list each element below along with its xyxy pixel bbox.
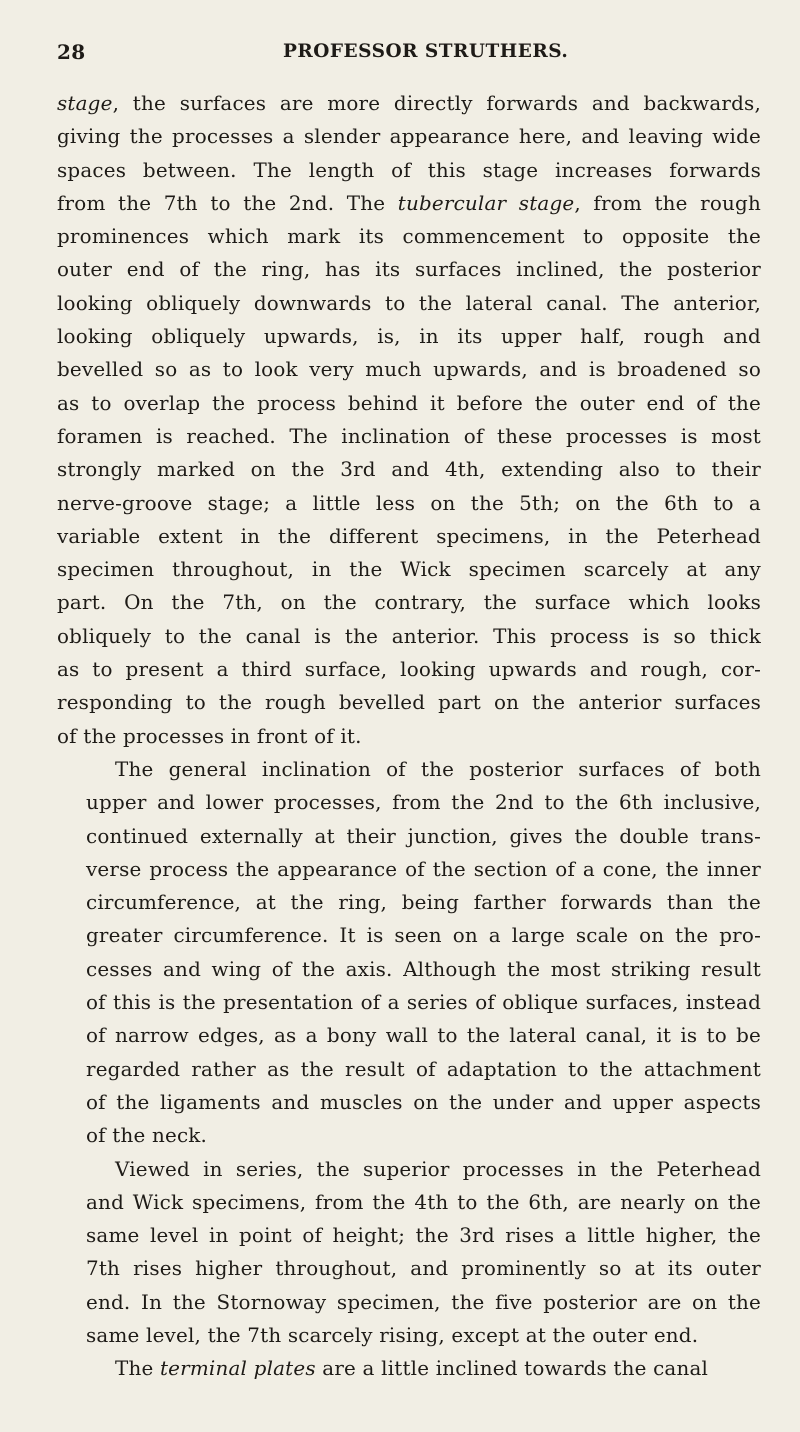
text-run: as to present a third surface, looking upwards and rough, cor-: [57, 658, 761, 682]
text-run: circumference, at the ring, being farther forwards than the: [86, 891, 761, 915]
text-run: same level in point of height; the 3rd rises a little higher, the: [86, 1224, 761, 1248]
text-line: [57, 320, 761, 353]
text-run: specimen throughout, in the Wick specimen scarcely at any: [57, 558, 761, 582]
italic-term: tubercular stage: [397, 191, 575, 215]
text-run: of the neck.: [86, 1124, 208, 1148]
text-line: [57, 1153, 761, 1186]
text-run: same level, the 7th scarcely rising, except at the outer end.: [86, 1323, 699, 1347]
text-run: prominences which mark its commencement to opposite the: [57, 225, 761, 249]
text-line: [57, 919, 761, 952]
text-line: [57, 1286, 761, 1319]
text-run: regarded rather as the result of adaptation to the attachment: [86, 1057, 761, 1081]
italic-term: terminal plates: [159, 1357, 316, 1381]
paragraph: [57, 1352, 761, 1385]
text-run: giving the processes a slender appearance here, and leaving wide: [57, 125, 761, 149]
text-run: looking obliquely downwards to the lateral canal. The anterior,: [57, 291, 761, 315]
text-run: 7th rises higher throughout, and prominently so at its outer: [86, 1257, 761, 1281]
text-line: [57, 1086, 761, 1119]
text-run: , the surfaces are more directly forwards and backwards,: [112, 92, 761, 115]
text-line: [57, 586, 761, 619]
text-line: [57, 87, 761, 120]
text-run: obliquely to the canal is the anterior. This process is so thick: [57, 624, 761, 648]
italic-term: stage: [57, 92, 113, 115]
text-line: [57, 353, 761, 386]
text-line: [57, 453, 761, 486]
text-line: [57, 253, 761, 286]
paragraph: [57, 1153, 761, 1353]
text-line: [57, 487, 761, 520]
text-line: [57, 753, 761, 786]
text-run: spaces between. The length of this stage increases forwards: [57, 158, 761, 182]
text-run: are a little inclined towards the canal: [315, 1357, 709, 1381]
text-line: [57, 886, 761, 919]
text-line: [57, 220, 761, 253]
text-line: [57, 1319, 761, 1352]
paragraph: [57, 87, 761, 753]
text-line: [57, 620, 761, 653]
text-line: [57, 1186, 761, 1219]
text-run: upper and lower processes, from the 2nd to the 6th inclusive,: [86, 791, 761, 815]
text-line: [57, 520, 761, 553]
text-line: [57, 154, 761, 187]
text-run: looking obliquely upwards, is, in its upper half, rough and: [57, 325, 761, 349]
text-line: [57, 1053, 761, 1086]
text-run: as to overlap the process behind it before the outer end of the: [57, 391, 761, 415]
text-line: [57, 1219, 761, 1252]
text-run: of narrow edges, as a bony wall to the lateral canal, it is to be: [86, 1024, 761, 1048]
text-run: cesses and wing of the axis. Although the most striking result: [86, 957, 761, 981]
text-run: responding to the rough bevelled part on the anterior surfaces: [57, 691, 761, 715]
text-line: [57, 986, 761, 1019]
text-run: bevelled so as to look very much upwards, and is broadened so: [57, 358, 761, 382]
text-line: [57, 720, 761, 753]
text-line: [57, 653, 761, 686]
text-line: [57, 1019, 761, 1052]
text-run: end. In the Stornoway specimen, the five posterior are on the: [86, 1290, 761, 1314]
paragraph: [57, 753, 761, 1153]
text-line: [57, 1119, 761, 1152]
text-run: verse process the appearance of the section of a cone, the inner: [86, 857, 761, 881]
text-line: [57, 820, 761, 853]
text-line: [57, 1252, 761, 1285]
text-run: Viewed in series, the superior processes in the Peterhead: [115, 1157, 761, 1181]
running-head: PROFESSOR STRUTHERS.: [283, 41, 569, 62]
page-number: 28: [57, 40, 86, 64]
text-run: variable extent in the different specimens, in the Peterhead: [57, 524, 761, 548]
text-run: , from the rough: [574, 191, 761, 215]
text-run: and Wick specimens, from the 4th to the 6th, are nearly on the: [86, 1190, 761, 1214]
text-run: outer end of the ring, has its surfaces inclined, the posterior: [57, 258, 761, 282]
text-line: [57, 853, 761, 886]
text-run: from the 7th to the 2nd. The: [57, 191, 398, 215]
text-run: of the processes in front of it.: [57, 724, 362, 748]
text-line: [57, 187, 761, 220]
text-line: [57, 1352, 761, 1385]
text-line: [57, 120, 761, 153]
text-line: [57, 786, 761, 819]
text-line: [57, 553, 761, 586]
body-text: [57, 87, 761, 1386]
page-header: [57, 37, 761, 67]
text-run: The: [115, 1357, 160, 1381]
text-run: The general inclination of the posterior surfaces of both: [115, 757, 761, 781]
text-line: [57, 287, 761, 320]
text-run: nerve-groove stage; a little less on the 5th; on the 6th to a: [57, 491, 761, 515]
text-run: part. On the 7th, on the contrary, the surface which looks: [57, 591, 761, 615]
text-line: [57, 686, 761, 719]
text-run: of the ligaments and muscles on the under and upper aspects: [86, 1090, 761, 1114]
text-line: [57, 387, 761, 420]
text-run: strongly marked on the 3rd and 4th, extending also to their: [57, 458, 761, 482]
text-line: [57, 420, 761, 453]
text-run: foramen is reached. The inclination of these processes is most: [57, 424, 761, 448]
text-run: of this is the presentation of a series of oblique surfaces, instead: [86, 991, 761, 1015]
text-line: [57, 953, 761, 986]
text-run: greater circumference. It is seen on a large scale on the pro-: [86, 924, 761, 948]
text-run: continued externally at their junction, gives the double trans-: [86, 824, 761, 848]
